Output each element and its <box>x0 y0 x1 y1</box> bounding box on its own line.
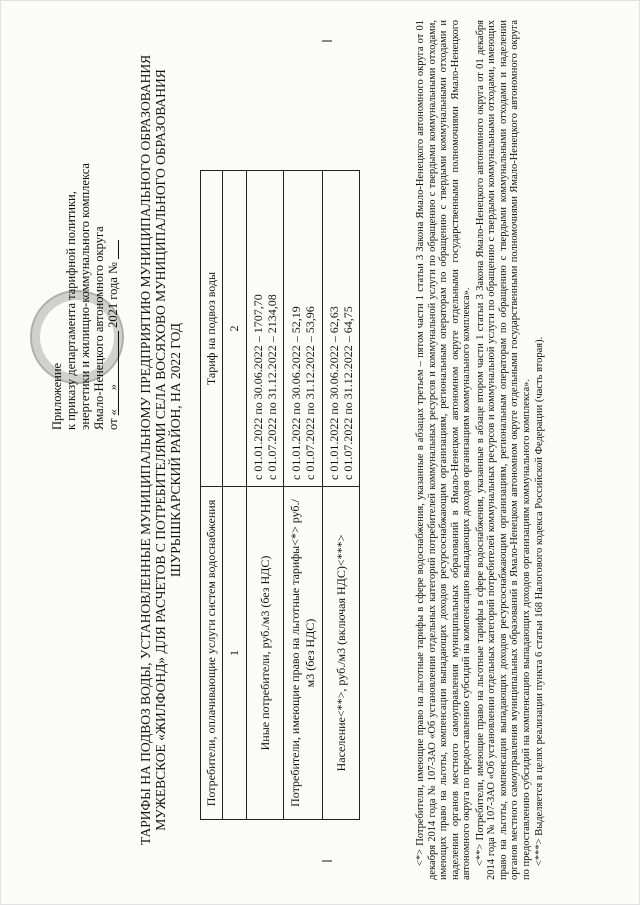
appendix-date-prefix: от <box>106 418 120 430</box>
appendix-line: Ямало-Ненецкого автономного округа <box>92 226 106 430</box>
appendix-date-line <box>106 130 120 430</box>
consumer-cell: Иные потребители, руб./м3 (без НДС) <box>247 487 284 820</box>
tariff-period: с 01.07.2022 по 31.12.2022 – 64,75 <box>341 306 355 480</box>
title-line: ТАРИФЫ НА ПОДВОЗ ВОДЫ, УСТАНОВЛЕННЫЕ МУНИЦИПАЛЬНОМУ ПРЕДПРИЯТИЮ МУНИЦИПАЛЬНОГО ОБРАЗОВАНИЯ <box>138 54 153 846</box>
appendix-line: Приложение <box>50 362 64 430</box>
appendix-line: к приказу департамента тарифной политики, <box>64 191 78 430</box>
title-line: МУЖЕВСКОЕ «ЖИЛФОНД» ДЛЯ РАСЧЕТОВ С ПОТРЕБИТЕЛЯМИ СЕЛА ВОСЯХОВО МУНИЦИПАЛЬНОГО ОБРАЗОВАНИЯ <box>153 69 168 831</box>
tariff-cell <box>247 171 284 487</box>
table-header-row <box>201 171 223 820</box>
tariff-period: с 01.01.2022 по 30.06.2022 – 52,19 <box>289 306 303 480</box>
appendix-year: 2021 года № <box>106 262 120 328</box>
tariff-cell <box>284 171 323 487</box>
footnote: <**> Потребители, имеющие право на льготные тарифы в сфере водоснабжения, указанные в абзаце втором части 1 статьи 3 Закона Ямало-Ненецкого автономного округа от 01 декабря 2014 года № 107-ЗАО «Об установлении отдельных категорий потребителей коммунальных ресурсов и коммунальной услуги по обращению с твердыми коммунальными отходами, имеющих право на льготы, компенсации выпадающих доходов ресурсоснабжающим организациям, региональным операторам по обращению с твердыми коммунальными отходами и наделении органов местного самоуправления муниципальных образований в Ямало-Ненецком автономном округе отдельными государственными полномочиями Ямало-Ненецкого автономного округа по предоставлению субсидий на компенсацию выпадающих доходов организациям коммунального комплекса». <box>474 20 532 880</box>
table-row <box>323 171 360 820</box>
tariff-period: с 01.07.2022 по 31.12.2022 – 53,96 <box>303 306 317 480</box>
appendix-number: ___ <box>106 240 120 259</box>
document-title <box>138 20 183 880</box>
table-header-cell: Тариф на подвоз воды <box>201 171 223 487</box>
table-row <box>247 171 284 820</box>
footnote: <***> Выделяется в целях реализации пункта 6 статьи 168 Налогового кодекса Российской Федерации (часть вторая). <box>534 336 545 866</box>
footnotes <box>415 20 548 880</box>
table-index-cell: 1 <box>223 487 247 820</box>
table-header-cell: Потребители, оплачивающие услуги систем водоснабжения <box>201 487 223 820</box>
appendix-block <box>50 130 120 430</box>
tariff-table <box>200 170 360 820</box>
table-index-row <box>223 171 247 820</box>
tariff-period: с 01.01.2022 по 30.06.2022 – 1707,70 <box>251 294 265 480</box>
footnote: <*> Потребители, имеющие право на льготные тарифы в сфере водоснабжения, указанные в абзацах третьем – пятом части 1 статьи 3 Закона Ямало-Ненецкого автономного округа от 01 декабря 2014 года № 107-ЗАО «Об установлении отдельных категорий потребителей коммунальных ресурсов и коммунальной услуги по обращению с твердыми коммунальными отходами, имеющих право на льготы, компенсации выпадающих доходов ресурсоснабжающим организациям, региональным операторам по обращению с твердыми коммунальными отходами и наделении органов местного самоуправления муниципальных образований в Ямало-Ненецком автономном округе отдельными государственными полномочиями Ямало-Ненецкого автономного округа по предоставлению субсидий на компенсацию выпадающих доходов организациям коммунального комплекса». <box>415 20 472 880</box>
title-line: ШУРЫШКАРСКИЙ РАЙОН, НА 2022 ГОД <box>168 323 183 577</box>
table-index-cell: 2 <box>223 171 247 487</box>
consumer-cell: Потребители, имеющие право на льготные тарифы<*> руб./м3 (без НДС) <box>284 487 323 820</box>
appendix-line: энергетики и жилищно-коммунального комплекса <box>78 163 92 430</box>
table-row <box>284 171 323 820</box>
rotated-content <box>40 20 600 880</box>
tariff-period: с 01.07.2022 по 31.12.2022 – 2134,08 <box>265 294 279 480</box>
consumer-cell: Население<**>, руб./м3 (включая НДС)<***> <box>323 487 360 820</box>
tariff-period: с 01.01.2022 по 30.06.2022 – 62,63 <box>327 306 341 480</box>
appendix-date-handwritten: «___» ________ <box>106 330 120 416</box>
tariff-cell <box>323 171 360 487</box>
